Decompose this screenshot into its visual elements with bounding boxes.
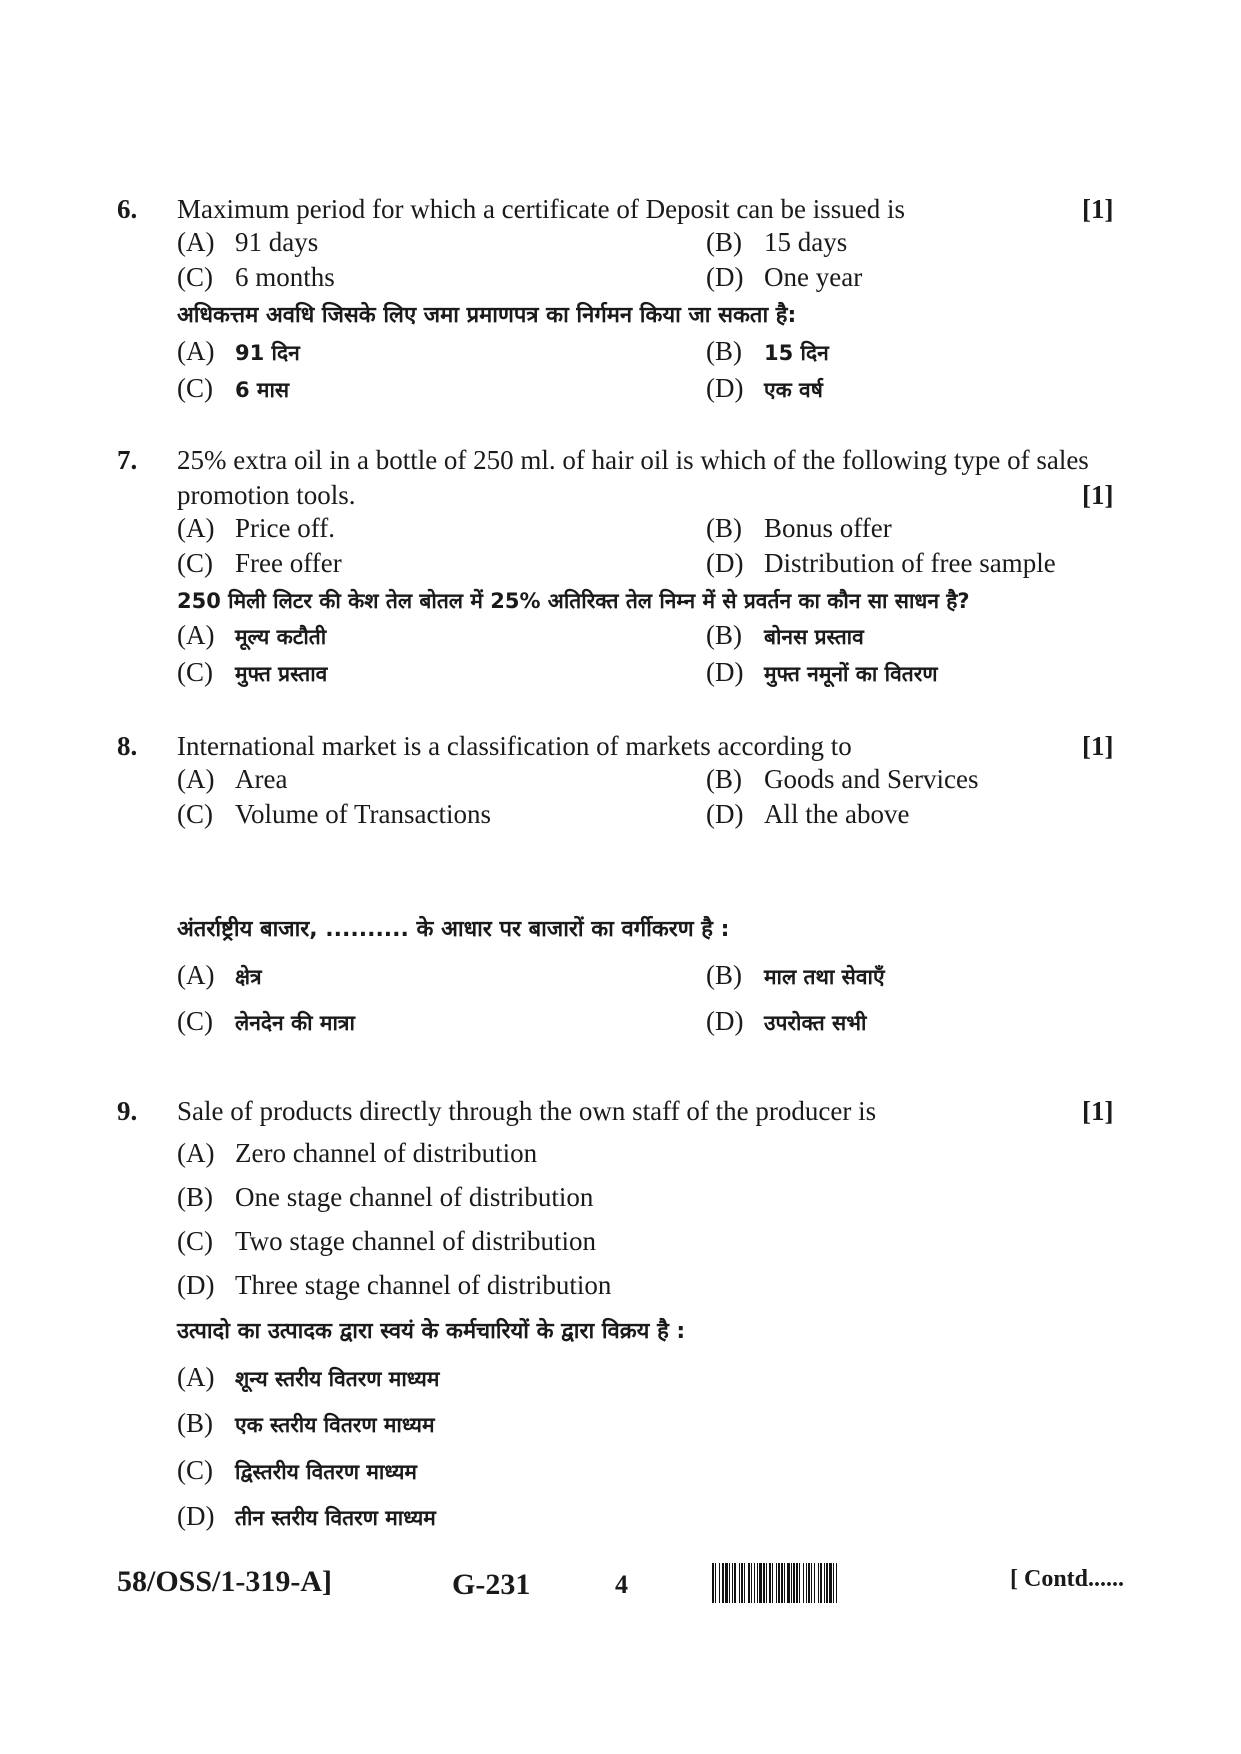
option-text: क्षेत्र <box>235 965 262 989</box>
question-text: Sale of products directly through the own staff of the producer is <box>177 1096 877 1126</box>
option-label: (A) <box>177 227 215 257</box>
question-text-hindi: अंतर्राष्ट्रीय बाजार, .......... के आधार पर बाजारों का वर्गीकरण है : <box>177 917 730 942</box>
option-label: (B) <box>177 1182 213 1212</box>
option-b-hindi <box>706 336 829 367</box>
paper-code: 58/OSS/1-319-A] <box>117 1565 333 1598</box>
option-text: एक वर्ष <box>764 378 823 402</box>
option-label: (D) <box>177 1270 215 1300</box>
option-text: 6 months <box>235 262 335 292</box>
option-label: (C) <box>177 657 213 687</box>
question-text-hindi: 250 मिली लिटर की केश तेल बोतल में 25% अतिरिक्त तेल निम्न में से प्रवर्तन का कौन सा साधन है? <box>177 589 970 613</box>
option-b <box>706 227 847 258</box>
option-label: (C) <box>177 262 213 292</box>
option-b <box>706 513 892 544</box>
marks: [1] <box>1082 194 1114 224</box>
option-d-hindi <box>706 1006 866 1037</box>
option-text: Distribution of free sample <box>764 548 1056 578</box>
option-text: 91 दिन <box>235 341 300 365</box>
option-c-hindi <box>177 657 327 688</box>
option-label: (C) <box>177 373 213 403</box>
option-text: All the above <box>764 799 910 829</box>
option-label: (D) <box>706 657 744 687</box>
page-number: 4 <box>615 1570 628 1599</box>
option-c <box>177 799 491 830</box>
option-text: Two stage channel of distribution <box>235 1226 597 1256</box>
option-d-hindi <box>706 373 823 404</box>
option-d-hindi <box>177 1501 436 1532</box>
option-d <box>177 1270 611 1301</box>
option-label: (C) <box>177 1455 213 1485</box>
option-label: (B) <box>706 336 742 366</box>
option-label: (B) <box>706 960 742 990</box>
option-text: 15 दिन <box>764 341 829 365</box>
option-text: एक स्तरीय वितरण माध्यम <box>235 1413 435 1437</box>
option-c <box>177 548 342 579</box>
option-text: Zero channel of distribution <box>235 1138 538 1168</box>
option-text: शून्य स्तरीय वितरण माध्यम <box>235 1367 440 1391</box>
option-text: Bonus offer <box>764 513 892 543</box>
option-c <box>177 262 335 293</box>
continued-label: [ Contd...... <box>1010 1566 1125 1592</box>
option-text: माल तथा सेवाएँ <box>764 965 885 989</box>
option-c-hindi <box>177 1006 355 1037</box>
option-text: Volume of Transactions <box>235 799 492 829</box>
option-label: (D) <box>706 548 744 578</box>
option-a-hindi <box>177 1362 439 1393</box>
barcode-bar <box>837 1563 839 1603</box>
option-text: मुफ्त नमूनों का वितरण <box>764 662 938 686</box>
option-label: (B) <box>706 513 742 543</box>
option-label: (C) <box>177 1226 213 1256</box>
option-text: 91 days <box>235 227 319 257</box>
option-c-hindi <box>177 1455 417 1486</box>
option-label: (D) <box>706 1006 744 1036</box>
option-text: तीन स्तरीय वितरण माध्यम <box>235 1506 436 1530</box>
option-label: (D) <box>706 373 744 403</box>
option-label: (B) <box>706 227 742 257</box>
option-label: (A) <box>177 513 215 543</box>
option-d <box>706 548 1056 579</box>
option-a <box>177 764 287 795</box>
option-text: One year <box>764 262 863 292</box>
marks: [1] <box>1082 1096 1114 1126</box>
option-label: (D) <box>706 262 744 292</box>
option-label: (A) <box>177 620 215 650</box>
option-text: 6 मास <box>235 378 290 402</box>
option-c-hindi <box>177 373 289 404</box>
option-d <box>706 262 862 293</box>
option-label: (B) <box>177 1408 213 1438</box>
question-number: 8. <box>117 731 138 761</box>
option-b-hindi <box>177 1408 435 1439</box>
option-b <box>177 1182 593 1213</box>
option-label: (A) <box>177 1138 215 1168</box>
option-label: (A) <box>177 336 215 366</box>
series-code: G-231 <box>452 1568 531 1601</box>
question-text-hindi: अधिकत्तम अवधि जिसके लिए जमा प्रमाणपत्र का निर्गमन किया जा सकता है: <box>177 303 797 328</box>
question-number: 9. <box>117 1096 138 1126</box>
option-text: Goods and Services <box>764 764 979 794</box>
option-a <box>177 513 335 544</box>
question-text: International market is a classification of markets according to <box>177 731 852 761</box>
option-text: Three stage channel of distribution <box>235 1270 612 1300</box>
option-text: 15 days <box>764 227 848 257</box>
option-d <box>706 799 909 830</box>
option-text: Price off. <box>235 513 335 543</box>
option-label: (B) <box>706 764 742 794</box>
question-number: 7. <box>117 445 138 475</box>
option-a-hindi <box>177 336 300 367</box>
option-label: (C) <box>177 799 213 829</box>
question-text-hindi: उत्पादो का उत्पादक द्वारा स्वयं के कर्मचारियों के द्वारा विक्रय है : <box>177 1319 686 1344</box>
question-number: 6. <box>117 194 138 224</box>
option-b-hindi <box>706 960 885 991</box>
option-label: (A) <box>177 1362 215 1392</box>
option-text: Area <box>235 764 288 794</box>
option-text: द्विस्तरीय वितरण माध्यम <box>235 1460 417 1484</box>
option-a-hindi <box>177 620 326 651</box>
option-text: उपरोक्त सभी <box>764 1011 867 1035</box>
option-label: (A) <box>177 960 215 990</box>
option-d-hindi <box>706 657 938 688</box>
option-a <box>177 227 318 258</box>
option-label: (A) <box>177 764 215 794</box>
option-label: (C) <box>177 548 213 578</box>
option-text: Free offer <box>235 548 342 578</box>
option-b <box>706 764 978 795</box>
option-c <box>177 1226 596 1257</box>
option-text: One stage channel of distribution <box>235 1182 594 1212</box>
option-label: (D) <box>706 799 744 829</box>
option-a-hindi <box>177 960 262 991</box>
question-text-line2: promotion tools. <box>177 480 356 510</box>
option-text: मुफ्त प्रस्ताव <box>235 662 328 686</box>
option-text: लेनदेन की मात्रा <box>235 1011 355 1035</box>
option-text: मूल्य कटौती <box>235 625 327 649</box>
question-text: Maximum period for which a certificate of Deposit can be issued is <box>177 194 906 224</box>
marks: [1] <box>1082 731 1114 761</box>
option-b-hindi <box>706 620 864 651</box>
option-label: (B) <box>706 620 742 650</box>
option-label: (C) <box>177 1006 213 1036</box>
option-a <box>177 1138 537 1169</box>
marks: [1] <box>1082 480 1114 510</box>
question-text: 25% extra oil in a bottle of 250 ml. of hair oil is which of the following type of sales <box>177 445 1089 475</box>
barcode <box>712 1563 982 1603</box>
option-text: बोनस प्रस्ताव <box>764 625 864 649</box>
option-label: (D) <box>177 1501 215 1531</box>
